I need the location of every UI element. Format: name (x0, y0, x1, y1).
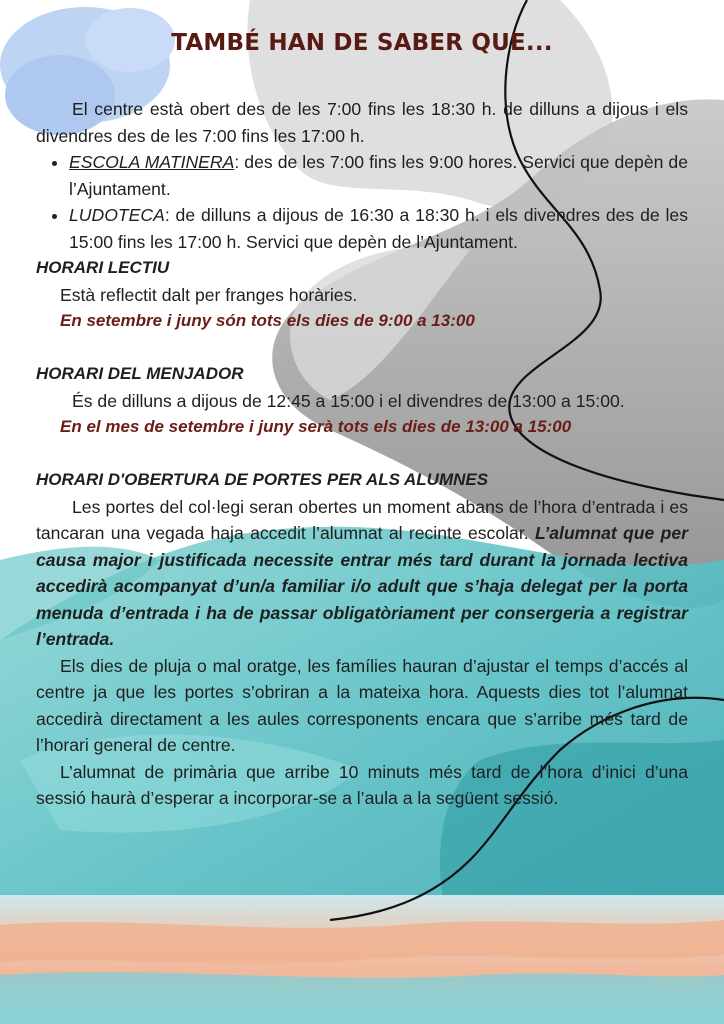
portes-paragraph-3: L’alumnat de primària que arribe 10 minuts més tard de l’hora d’inici d’una sessió haurà d’esperar a incorporar-se a l’aula a la següent sessió. (36, 761, 688, 808)
portes-paragraph-2: Els dies de pluja o mal oratge, les famílies hauran d’ajustar el temps d’accés al centre ja que les portes s’obriran a la mateixa hora. Aquests dies tot l’alumnat accedirà directament a les aules corresponents encara que s’arribe més tard de l’horari general de centre. (36, 655, 688, 755)
lectiu-text: Està reflectit dalt per franges horàries. (60, 284, 358, 305)
section-heading-lectiu: HORARI LECTIU (36, 258, 170, 277)
lectiu-highlight: En setembre i juny són tots els dies de 9:00 a 13:00 (60, 311, 475, 330)
content (36, 96, 688, 812)
service-text: : de dilluns a dijous de 16:30 a 18:30 h. i els divendres des de les 15:00 fins les 17:00 h. Servici que depèn de l’Ajuntament. (69, 205, 688, 252)
list-item (69, 202, 688, 255)
service-text: : des de les 7:00 fins les 9:00 hores. Servici que depèn de l’Ajuntament. (69, 152, 688, 199)
portes-bold-text: L’alumnat que per causa major i justificada necessite entrar més tard durant la jornada lectiva accedirà acompanyat d’un/a familiar i/o adult que s’haja delegat per la porta menuda d’entrada i ha de passar obligatòriament per consergeria a registrar l’entrada. (36, 523, 689, 649)
page-title: TAMBÉ HAN DE SABER QUE... (171, 30, 553, 56)
service-name: ESCOLA MATINERA (69, 152, 235, 172)
intro-paragraph: El centre està obert des de les 7:00 fins les 18:30 h. de dilluns a dijous i els divendres des de les 7:00 fins les 17:00 h. (36, 99, 688, 146)
portes-paragraph-1 (36, 494, 688, 653)
menjador-highlight: En el mes de setembre i juny serà tots els dies de 13:00 a 15:00 (60, 417, 572, 436)
services-list (36, 149, 688, 255)
section-heading-menjador: HORARI DEL MENJADOR (36, 364, 244, 383)
portes-text: Les portes del col·legi seran obertes un moment abans de l’hora d’entrada i es tancaran una vegada haja accedit l’alumnat al recinte escolar. (36, 496, 688, 543)
service-name: LUDOTECA (69, 205, 165, 225)
menjador-text: És de dilluns a dijous de 12:45 a 15:00 i el divendres de 13:00 a 15:00. (72, 390, 625, 411)
list-item (69, 149, 688, 202)
section-heading-portes: HORARI D'OBERTURA DE PORTES PER ALS ALUMNES (36, 470, 489, 489)
